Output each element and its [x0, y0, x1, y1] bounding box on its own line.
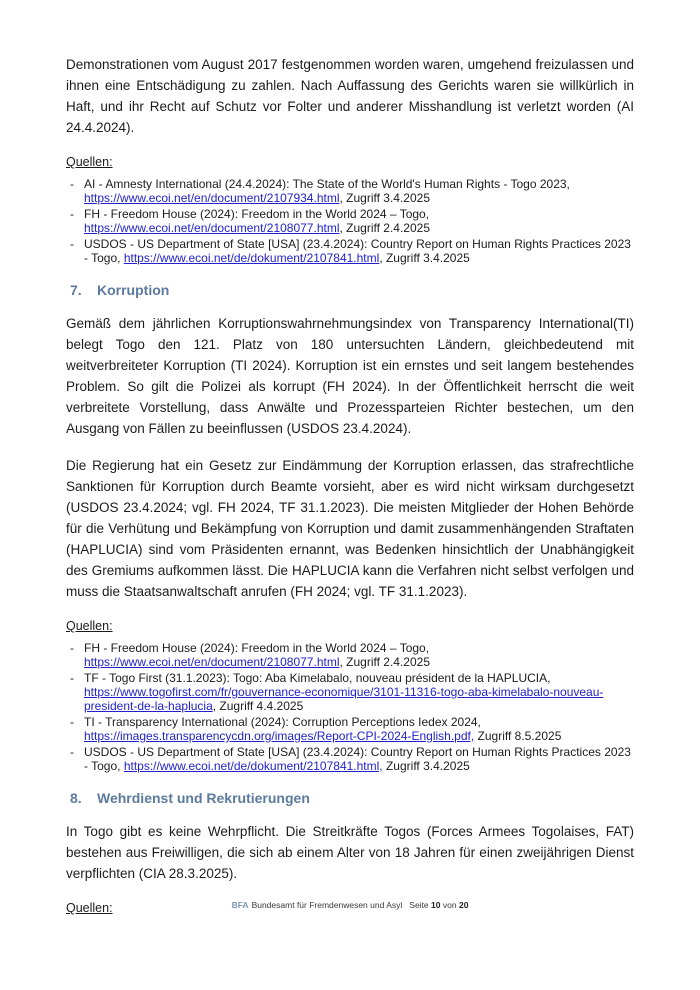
sources-label-2: Quellen:: [66, 619, 113, 633]
source-text: Zugriff 8.5.2025: [474, 729, 562, 743]
source-text: FH - Freedom House (2024): Freedom in the World 2024 – Togo,: [84, 641, 430, 655]
source-text: FH - Freedom House (2024): Freedom in the World 2024 – Togo,: [84, 207, 430, 221]
source-text: TF - Togo First (31.1.2023): Togo: Aba Kimelabalo, nouveau président de la HAPLUCIA,: [84, 671, 551, 685]
section-title: Wehrdienst und Rekrutierungen: [97, 790, 310, 806]
source-item: [66, 671, 634, 713]
source-link[interactable]: https://images.transparencycdn.org/images/Report-CPI-2024-English.pdf,: [84, 729, 475, 743]
source-link[interactable]: https://www.ecoi.net/en/document/2108077.html: [84, 221, 340, 235]
sources-list-1: [66, 177, 634, 265]
source-text: , Zugriff 3.4.2025: [379, 251, 470, 265]
page-footer: [0, 900, 700, 911]
source-item: [66, 745, 634, 773]
section-heading-korruption: [66, 281, 634, 299]
footer-page-total: 20: [458, 900, 469, 910]
section-title: Korruption: [97, 282, 170, 298]
source-item: [66, 715, 634, 743]
sources-label-1: Quellen:: [66, 155, 113, 169]
paragraph-intro: Demonstrationen vom August 2017 festgenommen worden waren, umgehend freizulassen und ihnen eine Entschädigung zu zahlen. Nach Auffassung des Gerichts waren sie willkürlich in Haft, und ihr Recht auf Schutz vor Folter und anderer Misshandlung ist verletzt worden (AI 24.4.2024).: [66, 57, 634, 135]
footer-of-word: von: [442, 900, 457, 910]
footer-org-name: Bundesamt für Fremdenwesen und Asyl: [251, 900, 403, 910]
source-item: [66, 207, 634, 235]
footer-page-word: Seite: [409, 900, 429, 910]
source-text: , Zugriff 3.4.2025: [339, 191, 431, 205]
source-link[interactable]: https://www.ecoi.net/en/document/2108077.html: [84, 655, 340, 669]
source-item: [66, 177, 634, 205]
source-text: Zugriff 3.4.2025: [382, 759, 470, 773]
footer-page-indicator: [409, 900, 468, 910]
bfa-logo: BFA: [231, 900, 249, 910]
source-text: AI - Amnesty International (24.4.2024): The State of the World's Human Rights - Togo 2023,: [84, 177, 570, 191]
sources-label-3: Quellen:: [66, 901, 113, 915]
section-number: 8.: [70, 790, 82, 806]
paragraph-korruption-2: Die Regierung hat ein Gesetz zur Eindämmung der Korruption erlassen, das strafrechtliche Sanktionen für Korruption durch Beamte vorsieht, aber es wird nicht wirksam durchgesetzt (USDOS 23.4.2024; vgl. FH 2024, TF 31.1.2023). Die meisten Mitglieder der Hohen Behörde für die Verhütung und Bekämpfung von Korruption und damit zusammenhängenden Straftaten (HAPLUCIA) sind vom Präsidenten ernannt, was Bedenken hinsichtlich der Unabhängigkeit des Gremiums aufkommen lässt. Die HAPLUCIA kann die Verfahren nicht selbst verfolgen und muss die Staatsanwaltschaft anrufen (FH 2024; vgl. TF 31.1.2023).: [66, 458, 634, 599]
source-text: USDOS - US Department of State [USA] (23.4.2024): Country Report on Human Rights Practices 2023 - Togo,: [84, 745, 631, 773]
source-text: USDOS - US Department of State [USA] (23.4.2024): Country Report on Human Rights Practices 2023 - Togo,: [84, 237, 631, 265]
source-link[interactable]: https://www.ecoi.net/de/dokument/2107841.html: [123, 251, 380, 265]
paragraph-wehrdienst: In Togo gibt es keine Wehrpflicht. Die Streitkräfte Togos (Forces Armees Togolaises, FAT) bestehen aus Freiwilligen, die sich ab einem Alter von 18 Jahren für einen zweijährigen Dienst verpflichten (CIA 28.3.2025).: [66, 824, 634, 881]
source-link[interactable]: https://www.togofirst.com/fr/gouvernance-economique/3101-11316-togo-aba-kimelabalo-nouveau-president-de-la-haplucia: [84, 685, 604, 713]
source-item: [66, 641, 634, 669]
source-text: , Zugriff 2.4.2025: [339, 221, 431, 235]
source-text: , Zugriff 2.4.2025: [339, 655, 431, 669]
source-text: TI - Transparency International (2024): Corruption Perceptions Iedex 2024,: [84, 715, 481, 729]
section-number: 7.: [70, 282, 82, 298]
source-link[interactable]: https://www.ecoi.net/en/document/2107934.html: [84, 191, 340, 205]
source-link[interactable]: https://www.ecoi.net/de/dokument/2107841.html,: [123, 759, 383, 773]
paragraph-korruption-1: Gemäß dem jährlichen Korruptionswahrnehmungsindex von Transparency International(TI) belegt Togo den 121. Platz von 180 untersuchten Ländern, gleichbedeutend mit weitverbreiteter Korruption (TI 2024). Korruption ist ein ernstes und seit langem bestehendes Problem. So gilt die Polizei als korrupt (FH 2024). In der Öffentlichkeit herrscht die weit verbreitete Vorstellung, dass Anwälte und Prozessparteien Richter bestechen, um den Ausgang von Fällen zu beeinflussen (USDOS 23.4.2024).: [66, 316, 634, 436]
source-item: [66, 237, 634, 265]
footer-page-number: 10: [431, 900, 441, 910]
source-text: , Zugriff 4.4.2025: [212, 699, 304, 713]
sources-list-2: [66, 641, 634, 773]
section-heading-wehrdienst: [66, 789, 634, 807]
